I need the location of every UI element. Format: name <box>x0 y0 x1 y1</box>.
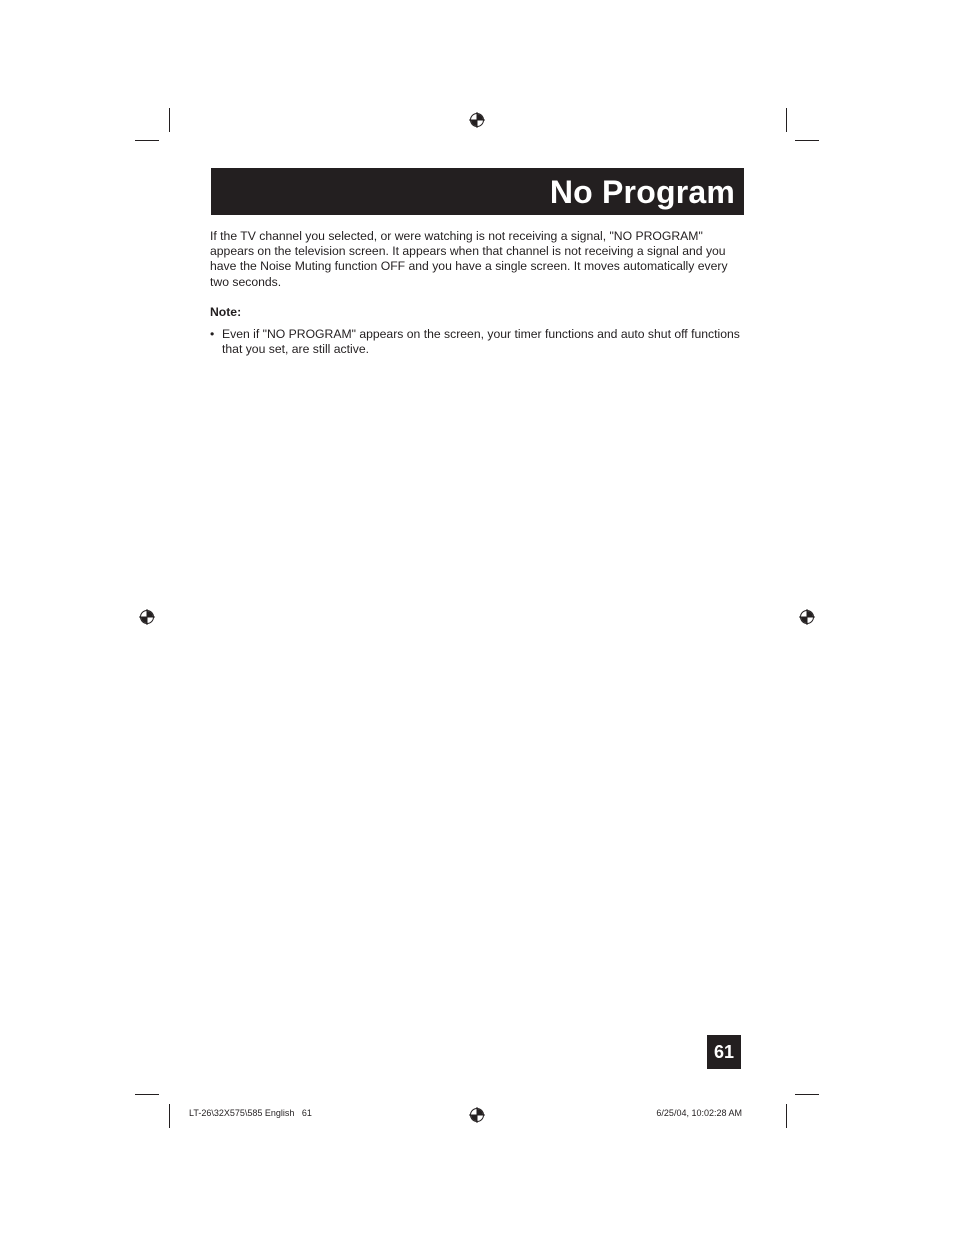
crop-mark-bottom-left-horizontal <box>135 1094 159 1095</box>
page-number: 61 <box>707 1035 741 1069</box>
crop-mark-top-left-horizontal <box>135 140 159 141</box>
crop-mark-top-left-vertical <box>169 108 170 132</box>
page-title-bar <box>211 168 744 215</box>
page-title: No Program <box>549 173 735 210</box>
intro-paragraph: If the TV channel you selected, or were watching is not receiving a signal, "NO PROGRAM" appears on the television screen. It appears when that channel is not receiving a signal and you have the Noise Muting function OFF and you have a single screen. It moves automatically every two seconds. <box>210 229 728 289</box>
footer-timestamp: 6/25/04, 10:02:28 AM <box>656 1108 742 1118</box>
footer-file-slug: LT-26\32X575\585 English 61 <box>189 1108 312 1118</box>
crop-mark-bottom-right-horizontal <box>795 1094 819 1095</box>
note-heading: Note: <box>210 304 242 319</box>
note-text: Even if "NO PROGRAM" appears on the screen, your timer functions and auto shut off functions that you set, are still active. <box>222 327 740 357</box>
crop-mark-bottom-left-vertical <box>169 1104 170 1128</box>
crop-mark-bottom-right-vertical <box>786 1104 787 1128</box>
registration-mark-icon <box>139 609 155 625</box>
registration-mark-icon <box>799 609 815 625</box>
registration-mark-icon <box>469 1107 485 1123</box>
crop-mark-top-right-horizontal <box>795 140 819 141</box>
page-content <box>210 229 746 357</box>
bullet-icon: • <box>210 327 215 342</box>
list-item <box>210 327 746 357</box>
note-list <box>210 327 746 357</box>
registration-mark-icon <box>469 112 485 128</box>
crop-mark-top-right-vertical <box>786 108 787 132</box>
